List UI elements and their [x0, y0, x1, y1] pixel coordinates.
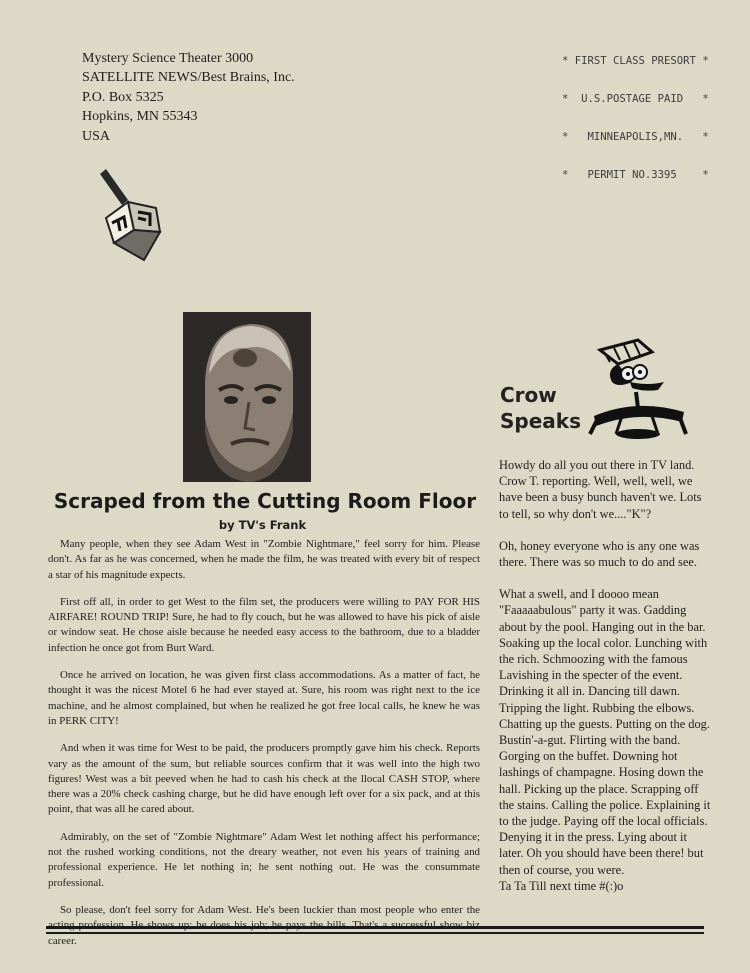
article-body [48, 537, 480, 961]
footer-rule [46, 926, 704, 929]
address-line: Hopkins, MN 55343 [82, 109, 198, 125]
postage-line: * FIRST CLASS PRESORT * [562, 55, 709, 68]
crow-title-line: Speaks [500, 409, 581, 433]
crow-section-title [500, 382, 581, 434]
crow-paragraph: What a swell, and I doooo mean "Faaaaabulous" party it was. Gadding about by the pool. Hanging out in the bar. Soaking up the local color. Lunching with the rich. Schmoozing with the famous Lavishing in the specter of the event. Drinking it all in. Dancing till dawn. Tripping the light. Rubbing the elbows. Chatting up the guests. Putting on the dog. Bustin'-a-gut. Flirting with the band. Gorging on the buffet. Downing hot lashings of champagne. Hosing down the hall. Picking up the place. Scrapping off the stains. Calling the police. Explaining it to the judge. Paying off the local officials. Denying it in the press. Lying about it later. Oh you should have been there! but then of course, you were. [499, 587, 711, 877]
crow-signoff: Ta Ta Till next time #(:)o [499, 878, 624, 893]
address-line: USA [82, 128, 111, 144]
postage-indicia [562, 30, 742, 194]
address-line: P.O. Box 5325 [82, 89, 164, 105]
crow-paragraph: Howdy do all you out there in TV land. Crow T. reporting. Well, well, well, we have been a busy bunch haven't we. Lots to tell, so why don't we...."K"? [499, 458, 702, 521]
article-byline: by TV's Frank [218, 518, 307, 532]
article-paragraph: First off all, in order to get West to the film set, the producers were willing to PAY FOR HIS AIRFARE! ROUND TRIP! Sure, he had to fly couch, but he was allowed to have his pick of aisle or window seat. He chose aisle because he needed easy access to the bathroom, due to a bladder infection he once got from Burt Ward. [48, 595, 480, 654]
article-paragraph: Once he arrived on location, he was given first class accommodations. As a matter of fact, he thought it was the nicest Motel 6 he had ever stayed at. Sure, his room was right next to the ice machine, and he almost complained, but when he realized he got free local calls, he knew he was in PERK CITY! [48, 669, 480, 727]
address-line: SATELLITE NEWS/Best Brains, Inc. [82, 70, 295, 86]
article-paragraph: Many people, when they see Adam West in "Zombie Nightmare," feel sorry for him. Please don't. As far as he was concerned, when he made the film, he was treated with every bit of respect a star of his magnitude expects. [48, 538, 480, 581]
actor-portrait [183, 312, 311, 482]
return-address [82, 49, 295, 146]
postage-line: * MINNEAPOLIS,MN. * [562, 130, 709, 143]
address-line: Mystery Science Theater 3000 [82, 51, 254, 66]
crow-column [499, 457, 714, 894]
article-paragraph: And when it was time for West to be paid, the producers promptly gave him his check. Reports vary as the amount of the sum, but reliable sources confirm that it was well into the high two figures! West was a bit peeved when he had to cash his check at the llocal CASH STOP, where there was a 20% check cashing charge, but he did have enough left over for a six pack, and at this point, that was all he cared about. [48, 742, 480, 816]
article-paragraph: Admirably, on the set of "Zombie Nightmare" Adam West let nothing affect his performance; not the rushed working conditions, not the dreary weather, not even his years of training and professional experience. He let nothing in; he sent nothing out. He was the consummate professional. [48, 830, 480, 889]
article-title: Scraped from the Cutting Room Floor [53, 489, 477, 513]
crow-paragraph: Oh, honey everyone who is any one was there. There was so much to do and see. [499, 538, 700, 570]
crow-robot-icon [588, 338, 688, 440]
footer-rule [46, 932, 704, 934]
article-paragraph: So please, don't feel sorry for Adam West. He's been luckier than most people who enter the career. [48, 903, 480, 947]
crow-title-line: Crow [500, 383, 557, 407]
postage-line: * U.S.POSTAGE PAID * [562, 92, 709, 105]
dreidel-icon [98, 168, 170, 263]
postage-line: * PERMIT NO.3395 * [562, 168, 709, 181]
